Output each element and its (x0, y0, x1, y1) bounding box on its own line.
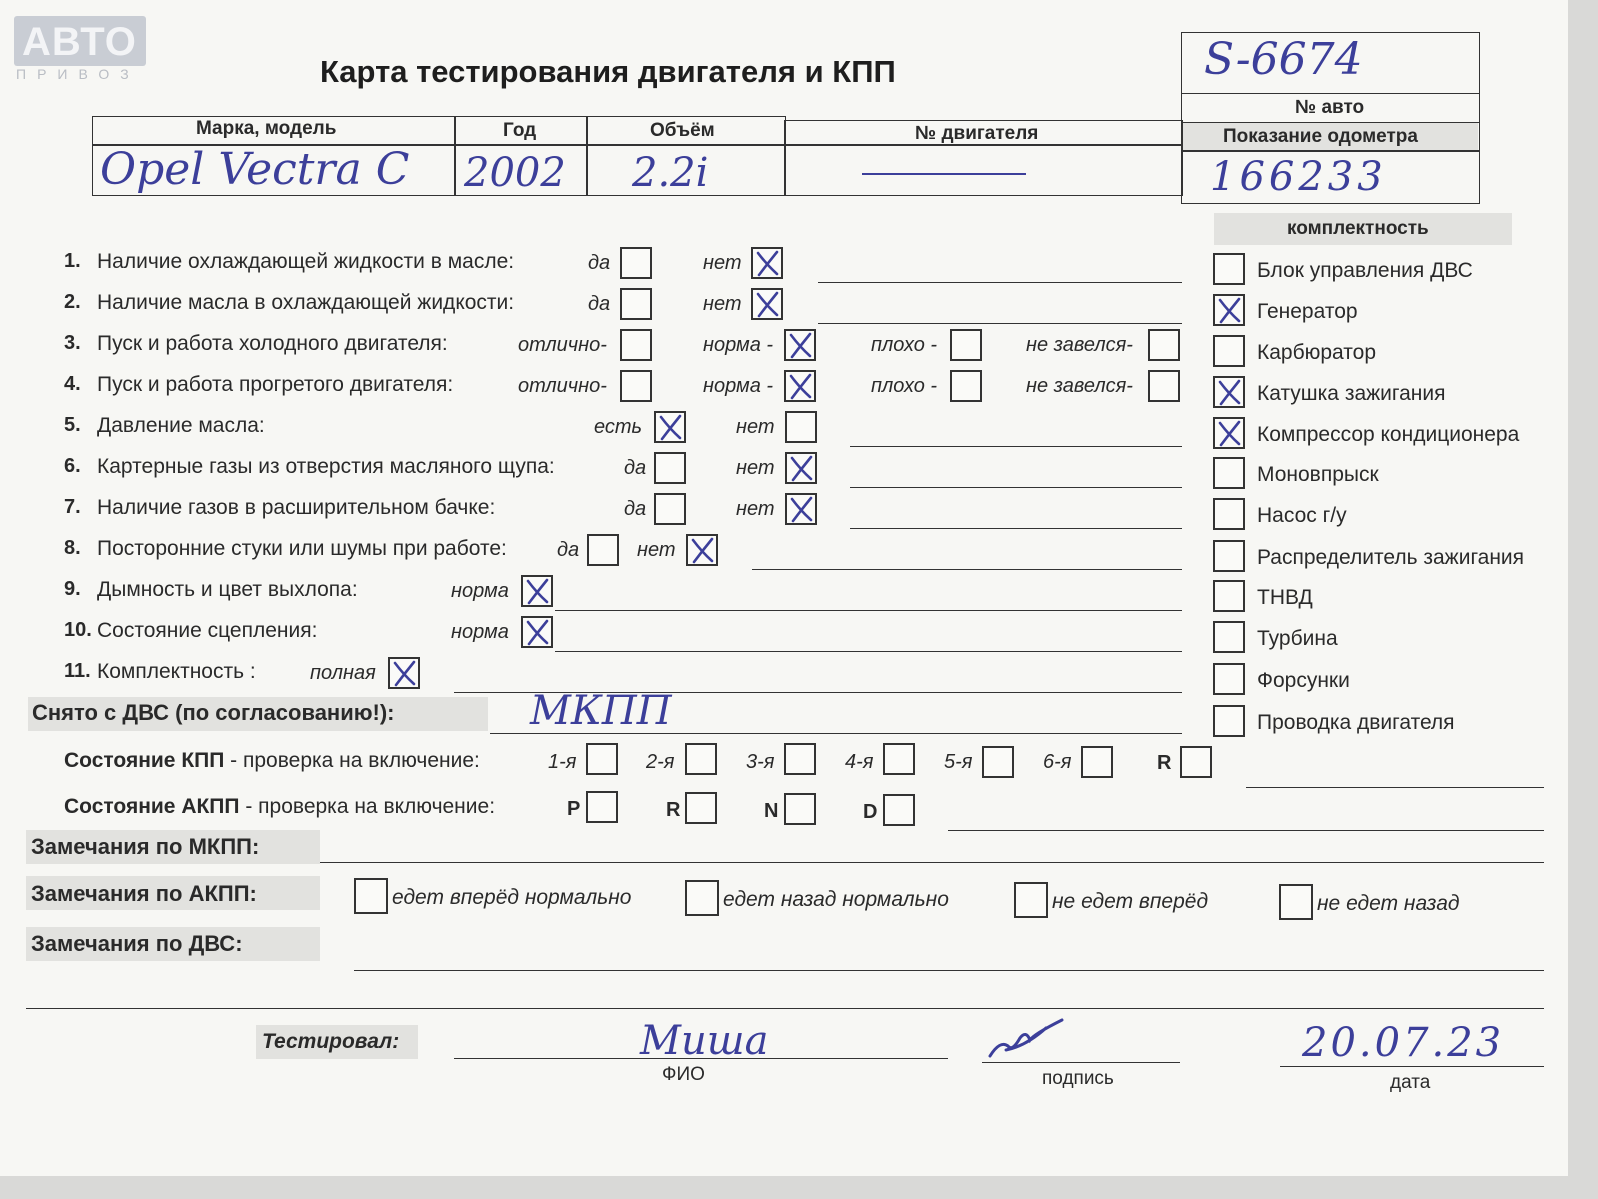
akpp-mode-label: D (863, 801, 878, 823)
item-number: 11. (64, 660, 91, 682)
item-note-line (752, 569, 1182, 570)
item-number: 6. (64, 455, 81, 477)
akpp-mode-checkbox[interactable] (586, 791, 618, 823)
engine-label: № двигателя (915, 123, 1039, 144)
value-engine-cell (784, 144, 1183, 196)
item-option-label: плохо - (871, 334, 938, 356)
completeness-item-label: Карбюратор (1257, 341, 1377, 364)
item-note-line (555, 651, 1182, 652)
item-note-line (850, 487, 1182, 488)
page-title: Карта тестирования двигателя и КПП (320, 54, 896, 89)
kpp-label (64, 749, 480, 773)
kpp-gear-label: 1-я (548, 751, 577, 773)
fio-label: ФИО (662, 1064, 705, 1085)
item-checkbox[interactable] (654, 493, 686, 525)
item-checkbox[interactable] (1148, 370, 1180, 402)
item-note-line (850, 528, 1182, 529)
item-checkbox[interactable] (1148, 329, 1180, 361)
item-option-label: нет (703, 252, 742, 274)
item-text: Давление масла: (97, 414, 265, 437)
akpp-remark-checkbox[interactable] (685, 880, 719, 916)
tested-label: Тестировал: (262, 1030, 400, 1053)
kpp-gear-label: 3-я (746, 751, 775, 773)
akpp-mode-checkbox[interactable] (784, 793, 816, 825)
akpp-remark-label: едет вперёд нормально (392, 886, 632, 909)
item-option-label: отлично- (518, 375, 607, 397)
year-value: 2002 (464, 150, 566, 196)
item-text: Картерные газы из отверстия масляного щупа: (97, 455, 555, 478)
completeness-item-label: Проводка двигателя (1257, 711, 1455, 734)
remarks-dvs-line (354, 970, 1544, 971)
remarks-dvs-label: Замечания по ДВС: (31, 931, 243, 956)
completeness-checkbox[interactable] (1213, 621, 1245, 653)
item-text: Посторонние стуки или шумы при работе: (97, 537, 507, 560)
completeness-checkbox[interactable] (1213, 376, 1245, 408)
item-checkbox[interactable] (785, 452, 817, 484)
completeness-checkbox[interactable] (1213, 498, 1245, 530)
kpp-gear-label: 4-я (845, 751, 874, 773)
item-option-label: полная (310, 662, 376, 684)
item-option-label: нет (637, 539, 676, 561)
completeness-item-label: Генератор (1257, 300, 1358, 323)
akpp-label (64, 795, 495, 819)
kpp-gear-checkbox[interactable] (1081, 746, 1113, 778)
completeness-checkbox[interactable] (1213, 663, 1245, 695)
logo-text: АВТО (22, 20, 137, 64)
odometer-value: 166233 (1210, 154, 1387, 200)
completeness-item-label: Распределитель зажигания (1257, 546, 1525, 569)
kpp-gear-checkbox[interactable] (685, 743, 717, 775)
item-text: Пуск и работа холодного двигателя: (97, 332, 448, 355)
item-checkbox[interactable] (654, 452, 686, 484)
engine-number-dash (862, 173, 1026, 175)
akpp-remark-label: не едет вперёд (1052, 890, 1209, 913)
item-checkbox[interactable] (751, 288, 783, 320)
item-option-label: плохо - (871, 375, 938, 397)
item-note-line (818, 323, 1182, 324)
kpp-gear-label: 5-я (944, 751, 973, 773)
item-checkbox[interactable] (785, 411, 817, 443)
sign-label: подпись (1042, 1068, 1114, 1089)
signature-image (986, 1016, 1066, 1064)
volume-label: Объём (650, 120, 715, 141)
remarks-extra-line (26, 1008, 1544, 1009)
item-checkbox[interactable] (751, 247, 783, 279)
akpp-mode-label: P (567, 798, 581, 820)
item-option-label: нет (736, 498, 775, 520)
remarks-mkpp-line (320, 862, 1544, 863)
item-checkbox[interactable] (686, 534, 718, 566)
completeness-checkbox[interactable] (1213, 457, 1245, 489)
odometer-label: Показание одометра (1223, 126, 1418, 147)
item-text: Дымность и цвет выхлопа: (97, 578, 358, 601)
item-number: 10. (64, 619, 92, 641)
removed-value: МКПП (530, 688, 672, 734)
item-text: Наличие охлаждающей жидкости в масле: (97, 250, 515, 273)
item-option-label: норма (451, 580, 509, 602)
remarks-mkpp-label: Замечания по МКПП: (31, 834, 260, 859)
item-checkbox[interactable] (587, 534, 619, 566)
brand-value: Opel Vectra C (100, 144, 410, 195)
item-number: 9. (64, 578, 81, 600)
completeness-checkbox[interactable] (1213, 417, 1245, 449)
item-option-label: отлично- (518, 334, 607, 356)
item-number: 8. (64, 537, 81, 559)
fio-value: Миша (640, 1018, 769, 1064)
item-checkbox[interactable] (950, 370, 982, 402)
akpp-remark-label: едет назад нормально (723, 888, 949, 911)
akpp-mode-checkbox[interactable] (883, 794, 915, 826)
akpp-remark-checkbox[interactable] (354, 878, 388, 914)
akpp-mode-label: R (666, 799, 681, 821)
akpp-remark-checkbox[interactable] (1014, 882, 1048, 918)
kpp-label-rest: - проверка на включение: (224, 749, 480, 772)
item-option-label: есть (594, 416, 643, 438)
akpp-remark-checkbox[interactable] (1279, 884, 1313, 920)
completeness-item-label: Турбина (1257, 627, 1338, 650)
kpp-line (1246, 787, 1544, 788)
item-checkbox[interactable] (620, 370, 652, 402)
akpp-line (948, 830, 1544, 831)
logo-subtitle: ПРИВОЗ (16, 66, 140, 82)
item-checkbox[interactable] (620, 247, 652, 279)
kpp-gear-label: R (1157, 752, 1172, 774)
brand-label: Марка, модель (196, 118, 337, 139)
item-note-line (555, 610, 1182, 611)
item-option-label: не завелся- (1026, 334, 1133, 356)
akpp-label-bold: Состояние АКПП (64, 795, 240, 818)
completeness-checkbox[interactable] (1213, 580, 1245, 612)
item-text: Пуск и работа прогретого двигателя: (97, 373, 454, 396)
kpp-label-bold: Состояние КПП (64, 749, 225, 772)
item-option-label: норма (451, 621, 509, 643)
item-option-label: да (624, 498, 647, 520)
removed-line (490, 733, 1182, 734)
item-checkbox[interactable] (950, 329, 982, 361)
item-text: Комплектность : (97, 660, 256, 683)
item-option-label: нет (703, 293, 742, 315)
logo (14, 16, 146, 66)
item-text: Наличие масла в охлаждающей жидкости: (97, 291, 515, 314)
kpp-gear-label: 6-я (1043, 751, 1072, 773)
completeness-checkbox[interactable] (1213, 294, 1245, 326)
completeness-title: комплектность (1287, 218, 1429, 239)
item-checkbox[interactable] (785, 493, 817, 525)
item-option-label: да (557, 539, 580, 561)
volume-value: 2.2i (632, 150, 709, 196)
car-number-value: S-6674 (1204, 34, 1363, 85)
year-label: Год (503, 120, 537, 141)
completeness-item-label: Моновпрыск (1257, 463, 1379, 486)
item-option-label: норма - (703, 375, 774, 397)
item-number: 7. (64, 496, 81, 518)
item-number: 2. (64, 291, 81, 313)
item-option-label: да (588, 252, 611, 274)
completeness-item-label: Насос г/у (1257, 504, 1347, 527)
item-checkbox[interactable] (620, 288, 652, 320)
date-label: дата (1390, 1072, 1431, 1093)
akpp-remark-label: не едет назад (1317, 892, 1460, 915)
kpp-gear-checkbox[interactable] (982, 746, 1014, 778)
kpp-gear-checkbox[interactable] (586, 743, 618, 775)
completeness-item-label: Форсунки (1257, 669, 1350, 692)
kpp-gear-checkbox[interactable] (784, 743, 816, 775)
kpp-gear-checkbox[interactable] (883, 743, 915, 775)
completeness-checkbox[interactable] (1213, 705, 1245, 737)
completeness-item-label: ТНВД (1257, 586, 1313, 609)
kpp-gear-label: 2-я (646, 751, 675, 773)
item-number: 1. (64, 250, 81, 272)
date-value: 20.07.23 (1302, 1020, 1505, 1066)
completeness-item-label: Компрессор кондиционера (1257, 423, 1520, 446)
item-note-line (850, 446, 1182, 447)
item-checkbox[interactable] (521, 616, 553, 648)
akpp-label-rest: - проверка на включение: (239, 795, 496, 818)
completeness-checkbox[interactable] (1213, 540, 1245, 572)
item-checkbox[interactable] (388, 657, 420, 689)
completeness-item-label: Катушка зажигания (1257, 382, 1446, 405)
akpp-mode-label: N (764, 800, 779, 822)
remarks-akpp-label: Замечания по АКПП: (31, 881, 257, 906)
completeness-item-label: Блок управления ДВС (1257, 259, 1473, 282)
akpp-mode-checkbox[interactable] (685, 792, 717, 824)
item-number: 3. (64, 332, 81, 354)
item-checkbox[interactable] (654, 411, 686, 443)
item-checkbox[interactable] (620, 329, 652, 361)
removed-label: Снято с ДВС (по согласованию!): (32, 700, 395, 725)
item-option-label: да (588, 293, 611, 315)
item-option-label: нет (736, 457, 775, 479)
item-number: 4. (64, 373, 81, 395)
completeness-checkbox[interactable] (1213, 253, 1245, 285)
item-checkbox[interactable] (784, 329, 816, 361)
car-number-label: № авто (1295, 97, 1365, 118)
completeness-checkbox[interactable] (1213, 335, 1245, 367)
date-line (1280, 1066, 1544, 1067)
item-option-label: нет (736, 416, 775, 438)
item-checkbox[interactable] (784, 370, 816, 402)
item-option-label: не завелся- (1026, 375, 1133, 397)
item-option-label: норма - (703, 334, 774, 356)
kpp-gear-checkbox[interactable] (1180, 746, 1212, 778)
item-text: Состояние сцепления: (97, 619, 318, 642)
item-number: 5. (64, 414, 81, 436)
item-text: Наличие газов в расширительном бачке: (97, 496, 496, 519)
item-checkbox[interactable] (521, 575, 553, 607)
item-note-line (818, 282, 1182, 283)
item-option-label: да (624, 457, 647, 479)
